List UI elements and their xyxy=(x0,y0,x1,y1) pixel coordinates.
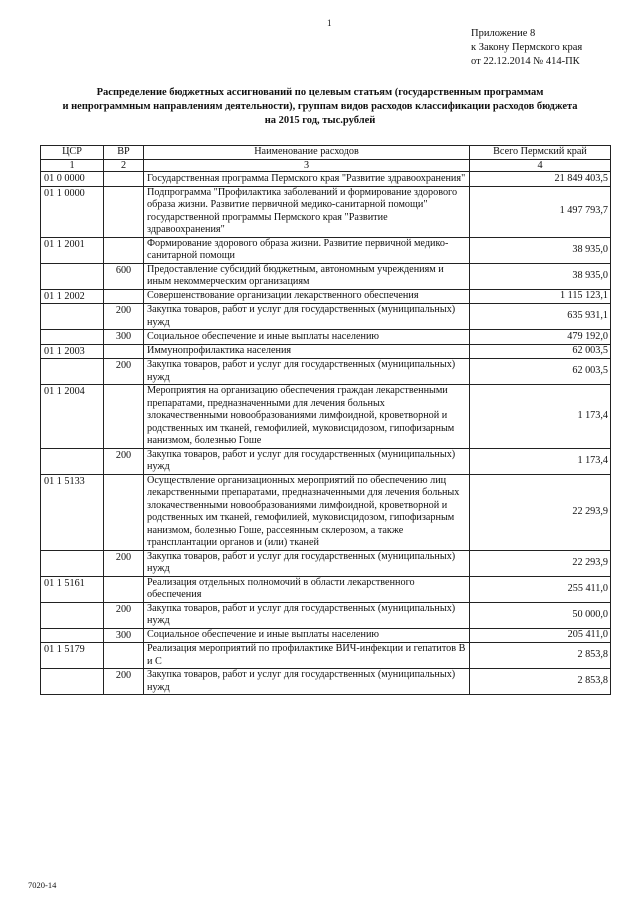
header-name: Наименование расходов xyxy=(144,146,470,160)
header-row xyxy=(41,146,611,160)
name-cell: Закупка товаров, работ и услуг для государственных (муниципальных) нужд xyxy=(144,304,470,330)
name-cell: Закупка товаров, работ и услуг для государственных (муниципальных) нужд xyxy=(144,359,470,385)
table-row xyxy=(41,602,611,628)
vr-cell xyxy=(104,385,144,449)
vr-cell: 200 xyxy=(104,669,144,695)
vr-cell xyxy=(104,344,144,359)
table-row xyxy=(41,576,611,602)
amount-cell: 62 003,5 xyxy=(470,344,611,359)
amount-cell: 2 853,8 xyxy=(470,669,611,695)
csr-cell xyxy=(41,330,104,345)
table-row xyxy=(41,263,611,289)
csr-cell xyxy=(41,669,104,695)
header-csr: ЦСР xyxy=(41,146,104,160)
header-vr: ВР xyxy=(104,146,144,160)
vr-cell: 200 xyxy=(104,550,144,576)
vr-cell xyxy=(104,643,144,669)
column-number: 4 xyxy=(470,160,611,172)
name-cell: Совершенствование организации лекарственного обеспечения xyxy=(144,289,470,304)
vr-cell xyxy=(104,289,144,304)
amount-cell: 1 115 123,1 xyxy=(470,289,611,304)
csr-cell xyxy=(41,448,104,474)
csr-cell xyxy=(41,263,104,289)
name-cell: Осуществление организационных мероприятий по обеспечению лиц лекарственными препаратами, предназначенными для лечения больных злокачественными новообразованиями лимфоидной, кроветворной и родственных им тканей, гемофилией, муковисцидозом, гипофизарным нанизмом, болезнью Гоше, рассеянным склерозом, а также трансплантации органов и (или) тканей xyxy=(144,474,470,550)
vr-cell xyxy=(104,576,144,602)
amount-cell: 479 192,0 xyxy=(470,330,611,345)
vr-cell: 200 xyxy=(104,448,144,474)
footer-code: 7020-14 xyxy=(28,880,57,890)
csr-cell xyxy=(41,304,104,330)
vr-cell: 200 xyxy=(104,602,144,628)
amount-cell: 1 173,4 xyxy=(470,385,611,449)
name-cell: Государственная программа Пермского края "Развитие здравоохранения" xyxy=(144,172,470,187)
table-row xyxy=(41,172,611,187)
csr-cell: 01 1 5133 xyxy=(41,474,104,550)
vr-cell xyxy=(104,186,144,237)
name-cell: Иммунопрофилактика населения xyxy=(144,344,470,359)
name-cell: Социальное обеспечение и иные выплаты населению xyxy=(144,628,470,643)
csr-cell xyxy=(41,550,104,576)
amount-cell: 38 935,0 xyxy=(470,263,611,289)
table-row xyxy=(41,289,611,304)
table-row xyxy=(41,643,611,669)
amount-cell: 22 293,9 xyxy=(470,474,611,550)
name-cell: Закупка товаров, работ и услуг для государственных (муниципальных) нужд xyxy=(144,669,470,695)
csr-cell: 01 1 5161 xyxy=(41,576,104,602)
document-title xyxy=(40,86,600,128)
page-mark: 1 xyxy=(327,18,332,28)
name-cell: Закупка товаров, работ и услуг для государственных (муниципальных) нужд xyxy=(144,448,470,474)
column-number-row xyxy=(41,160,611,172)
table-row xyxy=(41,628,611,643)
amount-cell: 50 000,0 xyxy=(470,602,611,628)
title-line: Распределение бюджетных ассигнований по целевым статьям (государственным программам xyxy=(96,87,544,98)
vr-cell xyxy=(104,172,144,187)
table-row xyxy=(41,474,611,550)
amount-cell: 38 935,0 xyxy=(470,237,611,263)
appendix-header xyxy=(471,27,582,69)
csr-cell: 01 1 2004 xyxy=(41,385,104,449)
title-line: на 2015 год, тыс.рублей xyxy=(264,115,376,126)
table-row xyxy=(41,344,611,359)
name-cell: Закупка товаров, работ и услуг для государственных (муниципальных) нужд xyxy=(144,550,470,576)
csr-cell: 01 0 0000 xyxy=(41,172,104,187)
vr-cell: 600 xyxy=(104,263,144,289)
csr-cell xyxy=(41,602,104,628)
table-row xyxy=(41,186,611,237)
name-cell: Реализация отдельных полномочий в области лекарственного обеспечения xyxy=(144,576,470,602)
appendix-line: Приложение 8 xyxy=(471,28,536,39)
amount-cell: 205 411,0 xyxy=(470,628,611,643)
column-number: 2 xyxy=(104,160,144,172)
vr-cell xyxy=(104,474,144,550)
header-total: Всего Пермский край xyxy=(470,146,611,160)
appendix-law: к Закону Пермского края xyxy=(471,42,583,53)
csr-cell: 01 1 2001 xyxy=(41,237,104,263)
amount-cell: 255 411,0 xyxy=(470,576,611,602)
name-cell: Мероприятия на организацию обеспечения граждан лекарственными препаратами, предназначенными для лечения больных злокачественными новообразованиями лимфоидной, кроветворной и родственных им тканей, гемофилией, муковисцидозом, гипофизарным нанизмом, болезнью Гоше xyxy=(144,385,470,449)
column-number: 3 xyxy=(144,160,470,172)
title-line: и непрограммным направлениям деятельности), группам видов расходов классификации расходов бюджета xyxy=(62,101,578,112)
table-row xyxy=(41,385,611,449)
amount-cell: 21 849 403,5 xyxy=(470,172,611,187)
name-cell: Формирование здорового образа жизни. Развитие первичной медико-санитарной помощи xyxy=(144,237,470,263)
table-row xyxy=(41,550,611,576)
amount-cell: 22 293,9 xyxy=(470,550,611,576)
vr-cell: 200 xyxy=(104,304,144,330)
csr-cell xyxy=(41,359,104,385)
amount-cell: 62 003,5 xyxy=(470,359,611,385)
table-row xyxy=(41,237,611,263)
vr-cell: 300 xyxy=(104,628,144,643)
amount-cell: 1 497 793,7 xyxy=(470,186,611,237)
csr-cell: 01 1 2002 xyxy=(41,289,104,304)
name-cell: Социальное обеспечение и иные выплаты населению xyxy=(144,330,470,345)
csr-cell: 01 1 2003 xyxy=(41,344,104,359)
amount-cell: 1 173,4 xyxy=(470,448,611,474)
name-cell: Закупка товаров, работ и услуг для государственных (муниципальных) нужд xyxy=(144,602,470,628)
name-cell: Предоставление субсидий бюджетным, автономным учреждениям и иным некоммерческим организациям xyxy=(144,263,470,289)
csr-cell: 01 1 0000 xyxy=(41,186,104,237)
budget-table xyxy=(40,145,611,695)
amount-cell: 635 931,1 xyxy=(470,304,611,330)
csr-cell: 01 1 5179 xyxy=(41,643,104,669)
vr-cell: 200 xyxy=(104,359,144,385)
appendix-date: от 22.12.2014 № 414-ПК xyxy=(471,56,580,67)
table-row xyxy=(41,330,611,345)
table-row xyxy=(41,669,611,695)
vr-cell: 300 xyxy=(104,330,144,345)
column-number: 1 xyxy=(41,160,104,172)
table-row xyxy=(41,359,611,385)
name-cell: Подпрограмма "Профилактика заболеваний и формирование здорового образа жизни. Развитие первичной медико-санитарной помощи" государственной программы Пермского края "Развитие здравоохранения" xyxy=(144,186,470,237)
csr-cell xyxy=(41,628,104,643)
amount-cell: 2 853,8 xyxy=(470,643,611,669)
name-cell: Реализация мероприятий по профилактике ВИЧ-инфекции и гепатитов В и С xyxy=(144,643,470,669)
vr-cell xyxy=(104,237,144,263)
table-row xyxy=(41,448,611,474)
table-row xyxy=(41,304,611,330)
